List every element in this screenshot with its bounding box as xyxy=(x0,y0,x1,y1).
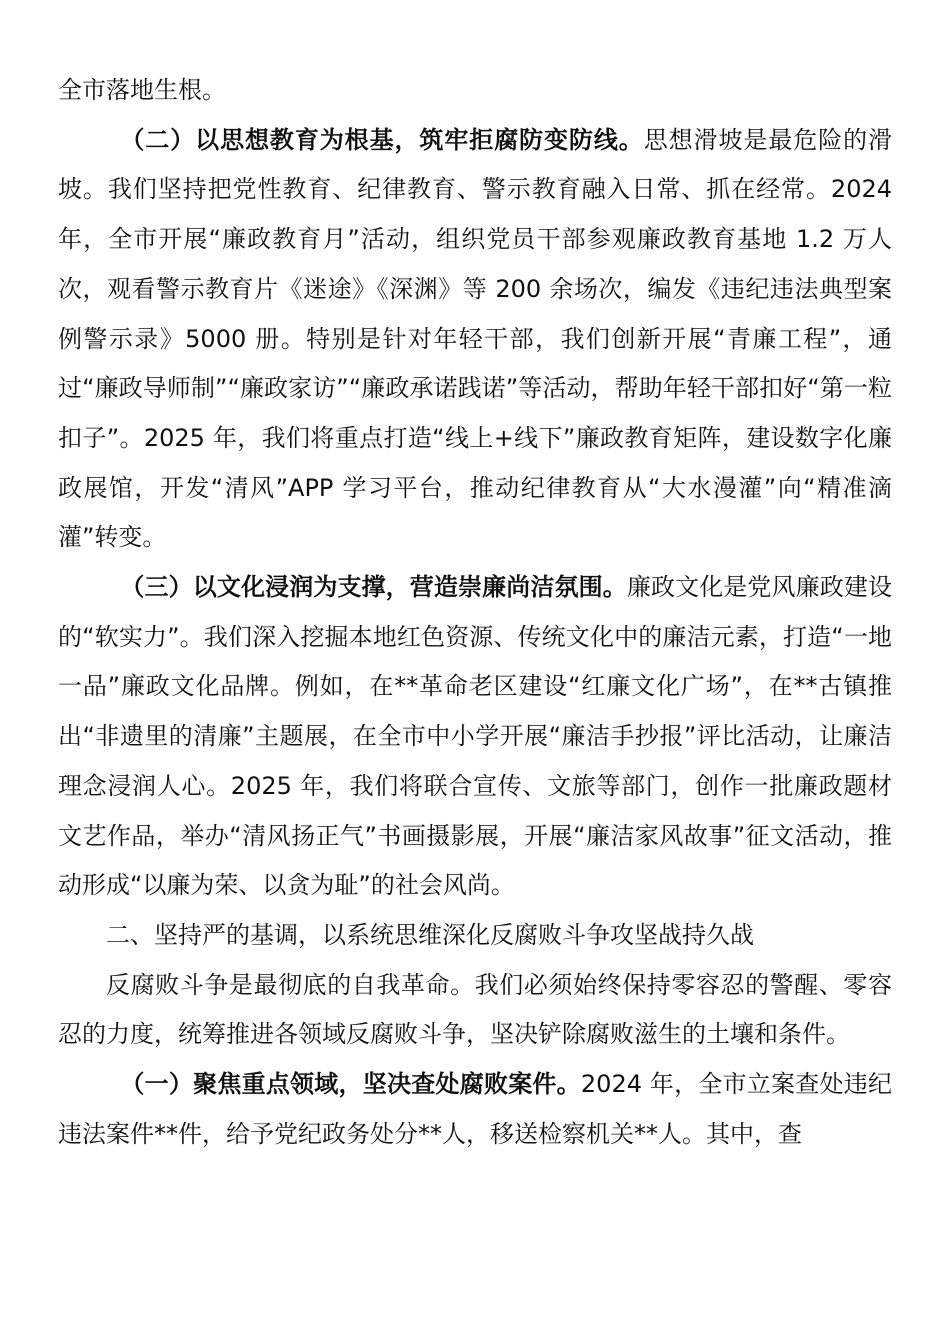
paragraph-text: 反腐败斗争是最彻底的自我革命。我们必须始终保持零容忍的警醒、零容忍的力度，统筹推进各领域反腐败斗争，坚决铲除腐败滋生的土壤和条件。 xyxy=(58,970,892,1049)
paragraph-heading: （三）以文化浸润为支撑，营造崇廉尚洁氛围。 xyxy=(120,573,627,602)
paragraph-continuation xyxy=(58,66,892,116)
section-heading-two xyxy=(58,911,892,961)
paragraph-text: 思想滑坡是最危险的滑坡。我们坚持把党性教育、纪律教育、警示教育融入日常、抓在经常。2024 年，全市开展“廉政教育月”活动，组织党员干部参观廉政教育基地 1.2 万人次，观看警示教育片《迷途》《深渊》等 200 余场次，编发《违纪违法典型案例警示录》5000 册。特别是针对年轻干部，我们创新开展“青廉工程”，通过“廉政导师制”“廉政家访”“廉政承诺践诺”等活动，帮助年轻干部扣好“第一粒扣子”。2025 年，我们将重点打造“线上+线下”廉政教育矩阵，建设数字化廉政展馆，开发“清风”APP 学习平台，推动纪律教育从“大水漫灌”向“精准滴灌”转变。 xyxy=(58,125,893,552)
section-heading-text: 二、坚持严的基调，以系统思维深化反腐败斗争攻坚战持久战 xyxy=(106,920,754,949)
document-page xyxy=(58,66,892,1159)
paragraph-anti-corruption-intro xyxy=(58,961,892,1060)
paragraph-key-areas xyxy=(58,1060,892,1159)
paragraph-text: 全市落地生根。 xyxy=(58,76,226,104)
paragraph-heading: （一）聚焦重点领域，坚决查处腐败案件。 xyxy=(120,1070,581,1099)
paragraph-heading: （二）以思想教育为根基，筑牢拒腐防变防线。 xyxy=(120,125,644,154)
paragraph-text: 2024 年，全市立案查处违纪违法案件**件，给予党纪政务处分**人，移送检察机关**人。其中，查 xyxy=(58,1070,892,1148)
paragraph-cultural-immersion xyxy=(58,563,892,911)
paragraph-text: 廉政文化是党风廉政建设的“软实力”。我们深入挖掘本地红色资源、传统文化中的廉洁元素，打造“一地一品”廉政文化品牌。例如，在**革命老区建设“红廉文化广场”，在**古镇推出“非遗里的清廉”主题展，在全市中小学开展“廉洁手抄报”评比活动，让廉洁理念浸润人心。2025 年，我们将联合宣传、文旅等部门，创作一批廉政题材文艺作品，举办“清风扬正气”书画摄影展，开展“廉洁家风故事”征文活动，推动形成“以廉为荣、以贪为耻”的社会风尚。 xyxy=(58,573,893,900)
paragraph-ideological-education xyxy=(58,116,892,563)
